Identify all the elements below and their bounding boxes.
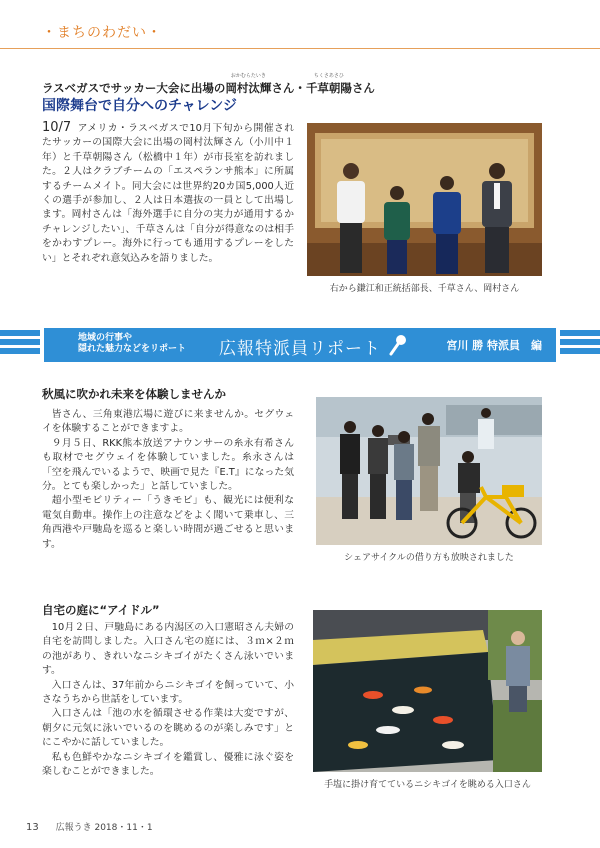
page-footer [26, 820, 153, 833]
photo2-caption: シェアサイクルの借り方も放映されました [344, 553, 514, 563]
banner-subtitle: 地域の行事や 隠れた魅力などをリポート [78, 333, 187, 354]
banner-author: 宮川 勝 特派員 編 [446, 339, 542, 352]
section-title: ・まちのわだい・ [42, 25, 162, 41]
photo-koi-pond [313, 610, 542, 772]
banner-stripes-right [560, 330, 600, 360]
section-header [0, 18, 600, 52]
article2-title: 秋風に吹かれ未来を体験しませんか [42, 387, 226, 401]
banner-title: 広報特派員リポート [219, 339, 381, 359]
article3-title: 自宅の庭に“アイドル” [42, 603, 160, 617]
banner-body [44, 328, 556, 362]
article1-title-line1: ラスベガスでサッカー大会に出場の おかむらたいき 岡村汰輝さん・ ちくさあさひ 千草朝陽さん [42, 73, 375, 95]
photo3-caption: 手塩に掛け育てているニシキゴイを眺める入口さん [324, 780, 531, 790]
ruby-okamura: おかむらたいき 岡村汰輝 [225, 73, 272, 95]
article1-body: 10/7 アメリカ・ラスベガスで10月下旬から開催されたサッカーの国際大会に出場の岡村汰輝さん（小川中１年）と千草朝陽さん（松橋中１年）が市長室を訪れました。２人はクラブチームの「エスペランサ熊本」に所属するチームメイト。同大会には世界約20カ国5,000人近くの選手が参加し、２人は日本選抜の一員として出場します。岡村さんは「海外選手に自分の実力が通用するかチャレンジしたい」、千草さんは「自分が得意なのは相手をかわすプレー。海外に行っても通用するプレーをしたい」とそれぞれ意気込みを語りました。 [42, 120, 294, 264]
ruby-chikusa: ちくさあさひ 千草朝陽 [305, 73, 352, 95]
article1-headline: 国際舞台で自分へのチャレンジ [42, 98, 237, 114]
microphone-icon [389, 334, 407, 356]
article2-body: 皆さん、三角東港広場に遊びに来ませんか。セグウェイを体験することができますよ。 ９月５日、RKK熊本放送アナウンサーの糸永有希さんも取材でセグウェイを体験していました。糸永さんは「空を飛んでいるようで、映画で見た『E.T』になった気分。とても楽しかった」と話していました。 超小型モビリティー「うきモビ」も、観光には便利な電気自動車。操作上の注意などをよく聞いて乗車し、三角西港や戸馳島を巡ると楽しい時間が過ごせると思います。 [42, 409, 294, 550]
photo-city-hall-visit [307, 123, 542, 276]
article1-date: 10/7 [42, 120, 72, 135]
reporter-banner [0, 328, 600, 362]
section-divider [0, 48, 600, 49]
photo-segway-filming [316, 397, 542, 545]
page-number: 13 [26, 822, 39, 833]
banner-stripes-left [0, 330, 40, 360]
photo1-caption: 右から鎌江和正統括部長、千草さん、岡村さん [329, 284, 520, 294]
article3-body: 10月２日、戸馳島にある内潟区の入口憲昭さん夫婦の自宅を訪問しました。入口さん宅の庭には、３ｍ×２ｍの池があり、きれいなニシキゴイがたくさん泳いでいます。 入口さんは、37年前からニシキゴイを飼っていて、小さなうちから世話をしています。 入口さんは「池の水を循環させる作業は大変ですが、朝夕に元気に泳いでいるのを眺めるのが楽しみです」とにこやかに話していました。 私も色鮮やかなニシキゴイを鑑賞し、優雅に泳ぐ姿を楽しむことができました。 [42, 622, 294, 778]
publication-info: 広報うき 2018・11・1 [55, 823, 153, 833]
